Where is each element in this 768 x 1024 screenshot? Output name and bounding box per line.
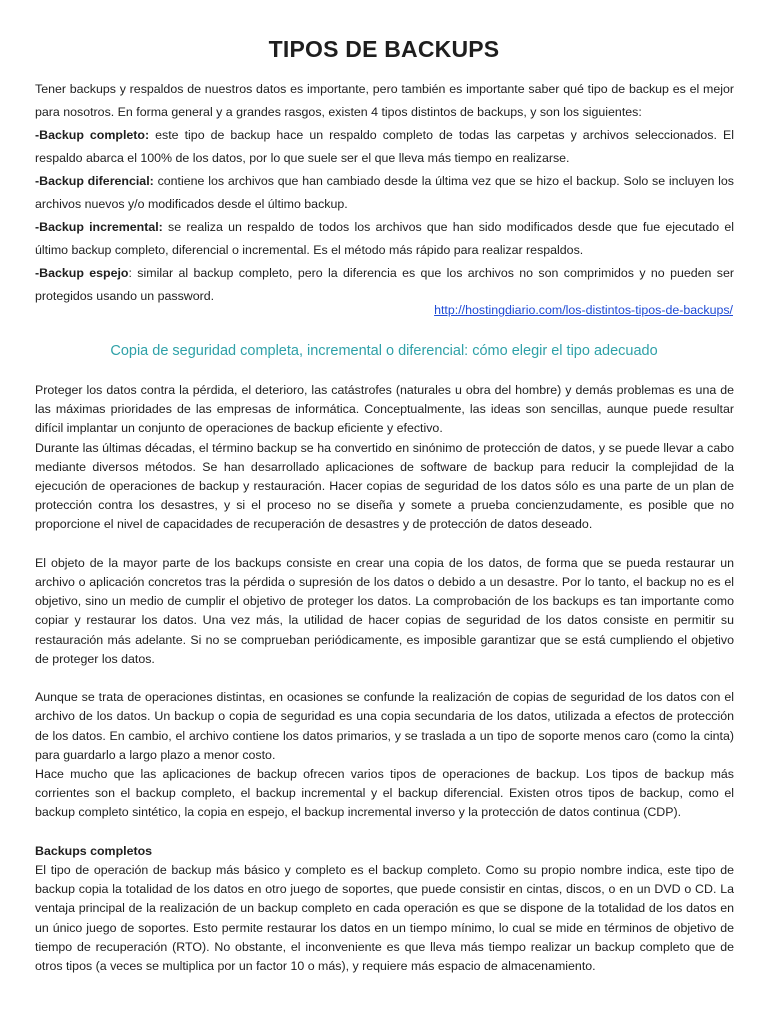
paragraph-gap [35, 535, 734, 554]
article-paragraph-3: El objeto de la mayor parte de los backups consiste en crear una copia de los datos, de forma que se pueda restaurar un archivo o aplicación concretos tras la pérdida o supresión de los datos o debido a un desastre. Por lo tanto, el backup no es el objetivo, sino un medio de cumplir el objetivo de proteger los datos. La comprobación de los backups es tan importante como copiar y restaurar los datos. Una vez más, la utilidad de hacer copias de seguridad de los datos consiste en permitir su restauración más adelante. Si no se comprueban periódicamente, es imposible garantizar que se está cumpliendo el objetivo de proteger los datos. [35, 555, 734, 666]
backup-type-incremental [35, 216, 734, 262]
backup-type-mirror [35, 262, 734, 308]
backup-type-label: -Backup diferencial: [35, 174, 154, 188]
backup-type-label: -Backup espejo [35, 266, 129, 280]
article-body [35, 381, 734, 976]
article-paragraph-5: Hace mucho que las aplicaciones de backup ofrecen varios tipos de operaciones de backup. Los tipos de backup más corrientes son el backup completo, el backup incremental y el backup diferencial. Existen otros tipos de backup, como el backup completo sintético, la copia en espejo, el backup incremental inverso y la protección de datos continua (CDP). [35, 767, 734, 820]
article-paragraph-4: Aunque se trata de operaciones distintas, en ocasiones se confunde la realización de copias de seguridad de los datos con el archivo de los datos. Un backup o copia de seguridad es una copia secundaria de los datos, utilizada a efectos de protección de los datos. En cambio, el archivo contiene los datos primarios, y se traslada a un tipo de soporte menos caro (como la cinta) para guardarlo a largo plazo a menor costo. [35, 690, 734, 762]
source-link[interactable]: http://hostingdiario.com/los-distintos-tipos-de-backups/ [434, 303, 733, 317]
backup-type-label: -Backup completo: [35, 128, 150, 142]
paragraph-gap [35, 669, 734, 688]
backup-type-text: este tipo de backup hace un respaldo completo de todas las carpetas y archivos seleccionados. El respaldo abarca el 100% de los datos, por lo que suele ser el que lleva más tiempo en realizarse. [35, 128, 734, 165]
section-heading: Backups completos [35, 843, 153, 858]
intro-section [35, 78, 734, 308]
article-paragraph-6: El tipo de operación de backup más básico y completo es el backup completo. Como su propio nombre indica, este tipo de backup copia la totalidad de los datos en otro juego de soportes, que puede consistir en cintas, discos, o en un DVD o CD. La ventaja principal de la realización de un backup completo en cada operación es que se dispone de la totalidad de los datos en un único juego de soportes. Esto permite restaurar los datos en un tiempo mínimo, lo cual se mide en términos de objetivo de tiempo de recuperación (RTO). No obstante, el inconveniente es que lleva más tiempo realizar un backup completo que de otros tipos (a veces se multiplica por un factor 10 o más), y requiere más espacio de almacenamiento. [35, 863, 734, 974]
backup-type-label: -Backup incremental: [35, 220, 163, 234]
backup-type-text: se realiza un respaldo de todos los archivos que han sido modificados desde que fue ejecutado el último backup completo, diferencial o incremental. Es el método más rápido para realizar respaldos. [35, 220, 734, 257]
article-subtitle: Copia de seguridad completa, incremental o diferencial: cómo elegir el tipo adecuado [110, 343, 658, 359]
article-paragraph-2: Durante las últimas décadas, el término backup se ha convertido en sinónimo de protección de datos, y se puede llevar a cabo mediante diversos métodos. Se han desarrollado aplicaciones de software de backup para reducir la complejidad de la ejecución de operaciones de backup y restauración. Hacer copias de seguridad de los datos sólo es una parte de un plan de protección contra los desastres, y si el proceso no se diseña y somete a prueba concienzudamente, es posible que no proporcione el nivel de capacidades de recuperación de desastres y de protección de datos deseado. [35, 440, 734, 532]
backup-type-full [35, 124, 734, 170]
backup-type-differential [35, 170, 734, 216]
paragraph-gap [35, 823, 734, 842]
backup-type-text: : similar al backup completo, pero la diferencia es que los archivos no son comprimidos y no pueden ser protegidos usando un password. [35, 266, 734, 303]
document-title: TIPOS DE BACKUPS [268, 36, 500, 62]
intro-paragraph: Tener backups y respaldos de nuestros datos es importante, pero también es importante saber qué tipo de backup es el mejor para nosotros. En forma general y a grandes rasgos, existen 4 tipos distintos de backups, y son los siguientes: [35, 82, 734, 119]
article-paragraph-1: Proteger los datos contra la pérdida, el deterioro, las catástrofes (naturales u obra del hombre) y demás problemas es una de las máximas prioridades de las empresas de informática. Conceptualmente, las ideas son sencillas, aunque puede resultar difícil implantar un conjunto de operaciones de backup eficiente y efectivo. [35, 383, 734, 436]
backup-type-text: contiene los archivos que han cambiado desde la última vez que se hizo el backup. Solo se incluyen los archivos nuevos y/o modificados desde el último backup. [35, 174, 734, 211]
